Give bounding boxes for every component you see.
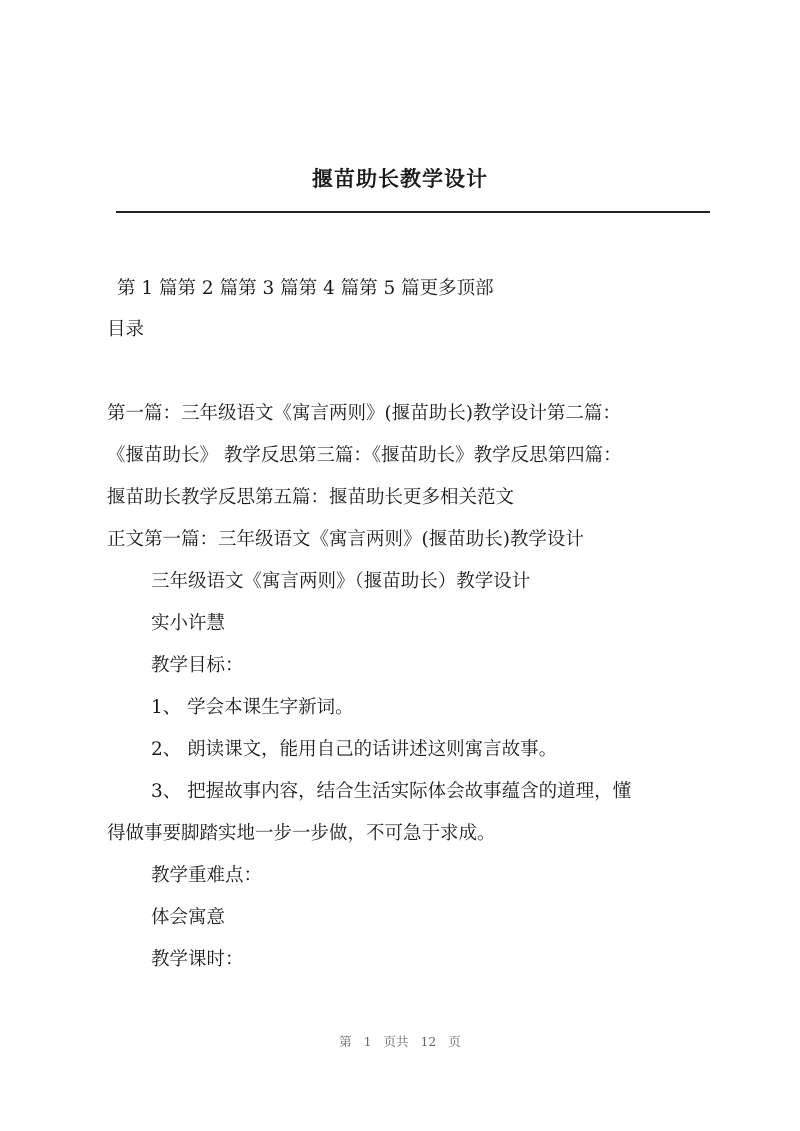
paragraph-lesson-time: 教学课时： [151, 949, 244, 970]
paragraph-subtitle: 三年级语文《寓言两则》（揠苗助长）教学设计 [151, 571, 531, 592]
toc-heading: 目录 [107, 319, 145, 340]
toc-line: 第一篇：三年级语文《寓言两则》(揠苗助长)教学设计第二篇： [107, 403, 621, 424]
paragraph-author: 实小许慧 [151, 613, 226, 634]
paragraph-goal-3: 3、 把握故事内容，结合生活实际体会故事蕴含的道理，懂 [151, 781, 632, 802]
paragraph-goal-1: 1、 学会本课生字新词。 [151, 697, 354, 718]
paragraph-goals-heading: 教学目标： [151, 655, 244, 676]
page-title: 揠苗助长教学设计 [312, 166, 488, 191]
paragraph-key-points-heading: 教学重难点： [151, 865, 263, 886]
body-heading: 正文第一篇：三年级语文《寓言两则》(揠苗助长)教学设计 [107, 529, 584, 550]
paragraph-key-points: 体会寓意 [151, 907, 226, 928]
paragraph-goal-2: 2、 朗读课文，能用自己的话讲述这则寓言故事。 [151, 739, 558, 760]
nav-line: 第 1 篇第 2 篇第 3 篇第 4 篇第 5 篇更多顶部 [117, 278, 494, 299]
toc-line: 《揠苗助长》 教学反思第三篇：《揠苗助长》教学反思第四篇： [107, 445, 622, 466]
title-divider [116, 211, 710, 213]
paragraph-goal-3-cont: 得做事要脚踏实地一步一步做，不可急于求成。 [107, 823, 496, 844]
page-number-footer: 第 1 页共 12 页 [339, 1034, 461, 1049]
toc-line: 揠苗助长教学反思第五篇：揠苗助长更多相关范文 [107, 487, 515, 508]
